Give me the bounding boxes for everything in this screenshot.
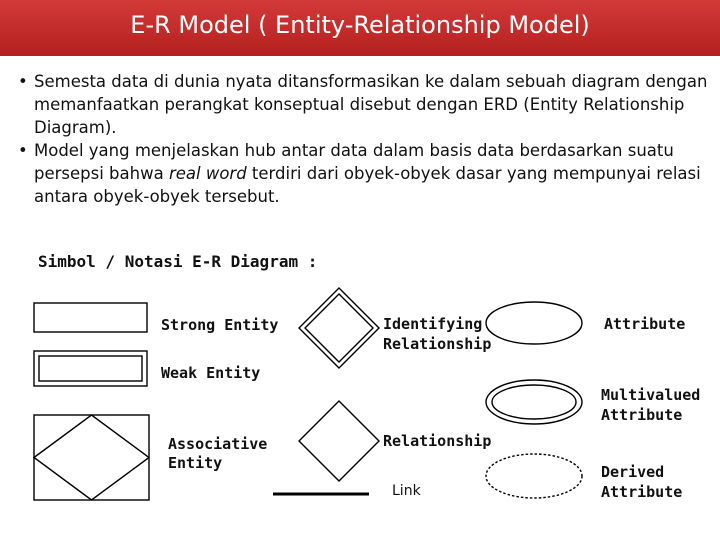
- associative-entity-label-line: Associative: [168, 435, 268, 453]
- bullet-text: Semesta data di dunia nyata ditansformasikan ke dalam sebuah diagram dengan memanfaatkan perangkat konseptual disebut dengan ERD (Entity Relationship Diagram).: [34, 72, 708, 137]
- bullet-text-post: terdiri dari obyek-obyek dasar yang mempunyai relasi antara obyek-obyek tersebut.: [34, 164, 701, 206]
- associative-entity-symbol: [33, 414, 151, 502]
- associative-entity-label: [168, 435, 267, 473]
- link-label: Link: [392, 483, 421, 499]
- weak-entity-symbol: [33, 350, 149, 388]
- derived-attribute-label: [601, 462, 682, 502]
- attribute-symbol: [484, 300, 584, 346]
- strong-entity-label: Strong Entity: [161, 316, 279, 334]
- bullet-text-italic: real word: [168, 164, 247, 183]
- strong-entity-symbol: [33, 302, 149, 334]
- bullet-text-pre: Model yang menjelaskan hub antar data dalam basis data berdasarkan suatu persepsi bahwa: [34, 141, 674, 183]
- multivalued-attribute-label: [601, 385, 700, 425]
- bullet-dot: •: [18, 141, 28, 160]
- relationship-label: Relationship: [383, 432, 492, 450]
- link-symbol: [272, 490, 370, 498]
- multivalued-attribute-label-line: Multivalued: [601, 386, 701, 404]
- associative-entity-label-line: Entity: [168, 454, 223, 472]
- attribute-label: Attribute: [604, 315, 686, 333]
- identifying-relationship-label: [383, 314, 491, 354]
- bullet-dot: •: [18, 72, 28, 91]
- bullet-item: [18, 70, 708, 139]
- weak-entity-label: Weak Entity: [161, 364, 261, 382]
- identifying-relationship-symbol: [298, 287, 380, 369]
- relationship-symbol: [298, 400, 380, 482]
- multivalued-attribute-symbol: [484, 378, 584, 426]
- derived-attribute-label-line: Derived: [601, 463, 665, 481]
- derived-attribute-symbol: [484, 452, 584, 500]
- identifying-relationship-label-line: Identifying: [383, 315, 483, 333]
- slide-title: E-R Model ( Entity-Relationship Model): [0, 0, 720, 56]
- identifying-relationship-label-line: Relationship: [383, 335, 492, 353]
- multivalued-attribute-label-line: Attribute: [601, 406, 683, 424]
- section-heading: Simbol / Notasi E-R Diagram :: [38, 252, 318, 271]
- derived-attribute-label-line: Attribute: [601, 483, 683, 501]
- bullet-list: [18, 70, 708, 208]
- bullet-item: [18, 139, 708, 208]
